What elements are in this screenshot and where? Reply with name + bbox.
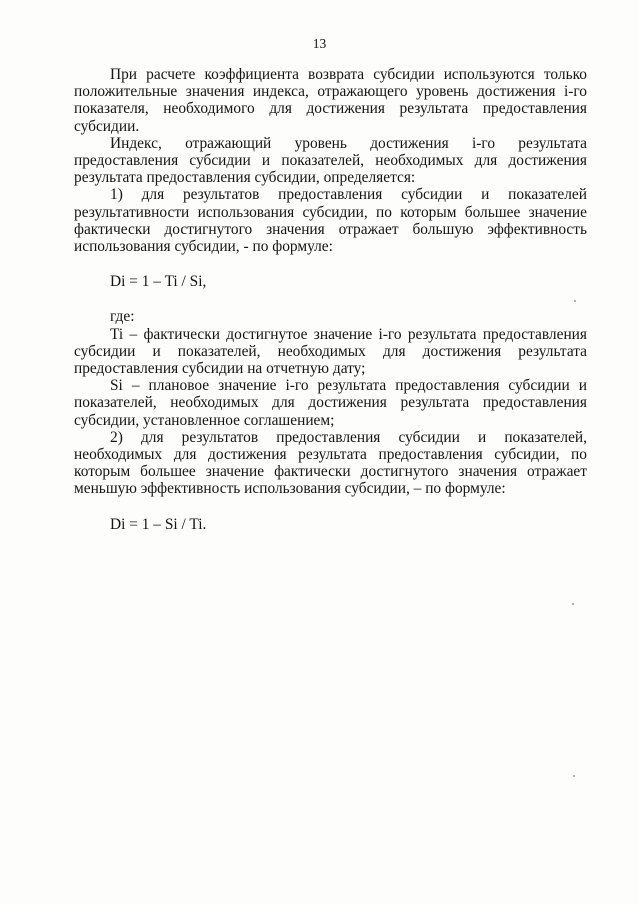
formula-two: Di = 1 – Si / Ti. [110, 515, 207, 533]
page-number: 13 [312, 36, 327, 51]
paragraph-ti-definition: Ti – фактически достигнутое значение i-го результата предоставления субсидии и показателей, необходимых для достижения результата предоставления субсидии на отчетную дату; [74, 325, 587, 378]
paragraph-case-two: 2) для результатов предоставления субсидии и показателей, необходимых для достижения результата предоставления субсидии, по которым большее значение фактически достигнутого значения отражает меньшую эффективность использования субсидии, – по формуле: [74, 428, 587, 498]
spacer [74, 290, 587, 308]
scan-speck [572, 603, 574, 605]
document-body [74, 66, 587, 533]
paragraph-case-one: 1) для результатов предоставления субсидии и показателей результативности использования субсидии, по которым большее значение фактически достигнутого значения отражает большую эффективность использования субсидии, - по формуле: [74, 186, 587, 256]
spacer [74, 255, 587, 273]
paragraph-si-definition: Si – плановое значение i-го результата предоставления субсидии и показателей, необходимых для достижения результата предоставления субсидии, установленное соглашением; [74, 377, 587, 429]
scan-speck [574, 300, 576, 302]
paragraph-index-definition: Индекс, отражающий уровень достижения i-го результата предоставления субсидии и показателей, необходимых для достижения результата предоставления субсидии, определяется: [74, 134, 587, 187]
formula-one: Di = 1 – Ti / Si, [110, 273, 207, 291]
where-label: где: [110, 308, 135, 326]
spacer [74, 498, 587, 516]
paragraph-refund-coefficient: При расчете коэффициента возврата субсидии используются только положительные значения индекса, отражающего уровень достижения i-го показателя, необходимого для достижения результата предоставления субсидии. [74, 66, 587, 135]
scan-speck [573, 775, 575, 777]
